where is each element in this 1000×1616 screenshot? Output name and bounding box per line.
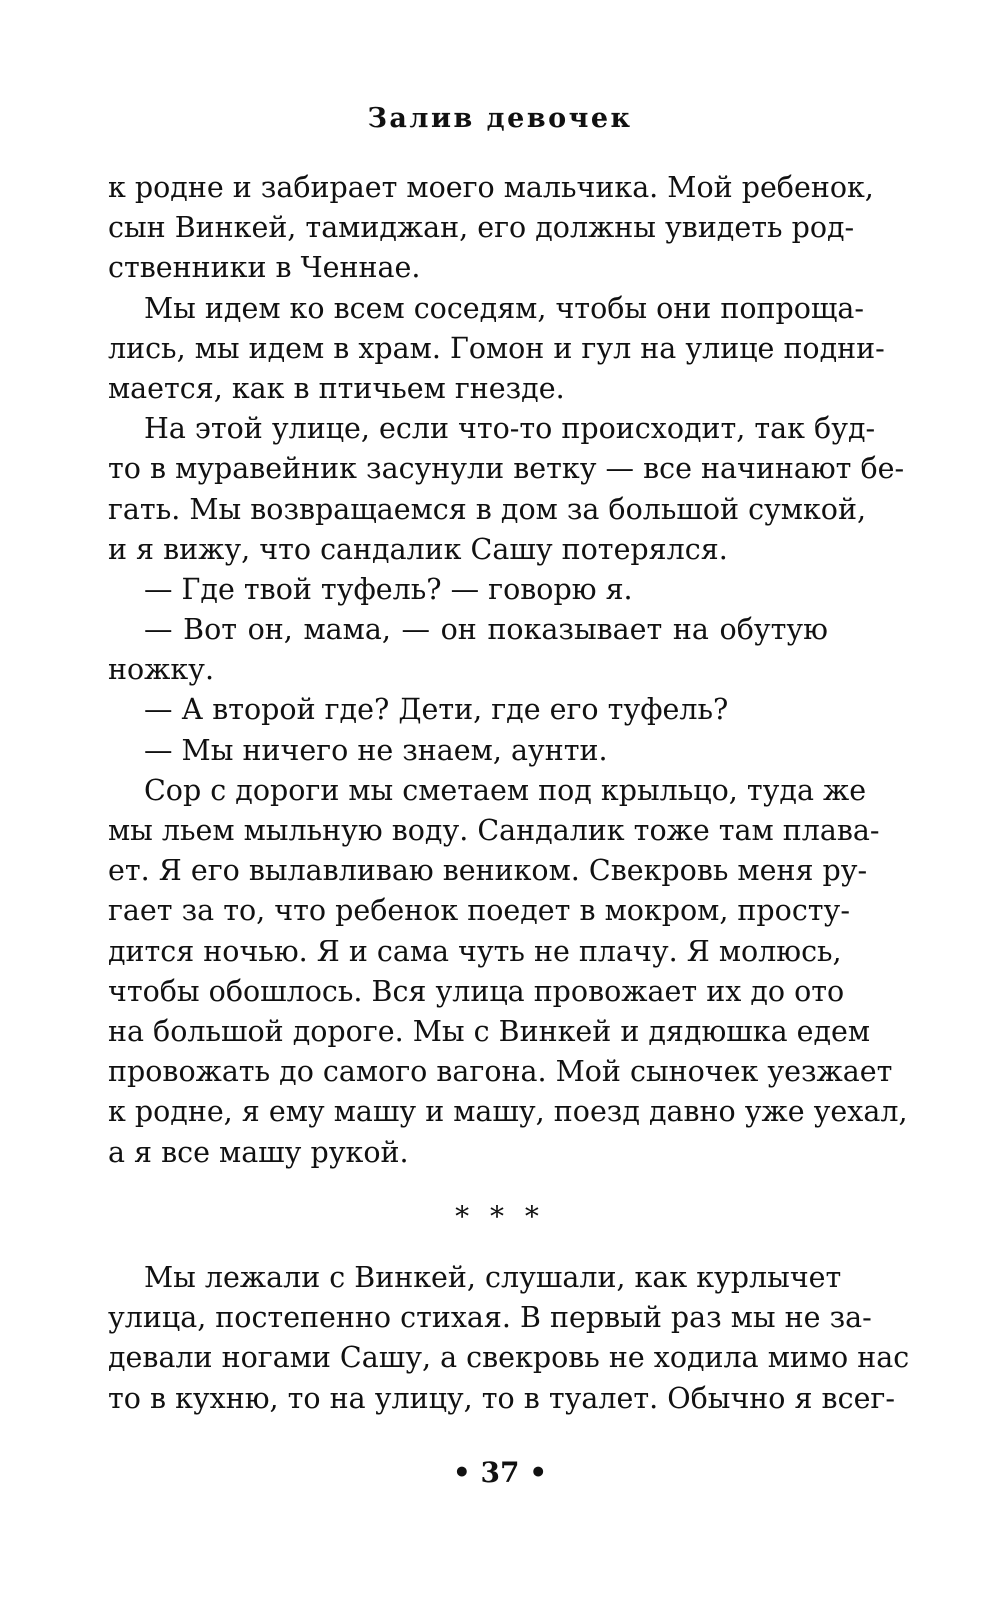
text-line: то в кухню, то на улицу, то в туалет. Обычно я всег- <box>108 1381 895 1415</box>
text-line: Мы идем ко всем соседям, чтобы они попроща- <box>144 291 865 325</box>
text-line: мы льем мыльную воду. Сандалик тоже там плава- <box>108 814 880 847</box>
text-line: Сор с дороги мы сметаем под крыльцо, туда же <box>144 773 867 807</box>
text-line: и я вижу, что сандалик Сашу потерялся. <box>108 532 728 566</box>
running-head: Залив девочек <box>367 103 633 134</box>
text-line: — Вот он, мама, — он показывает на обутую <box>144 613 828 647</box>
page-number: • 37 • <box>452 1456 548 1489</box>
text-line: дится ночью. Я и сама чуть не плачу. Я молюсь, <box>108 934 842 968</box>
text-line: девали ногами Сашу, а свекровь не ходила мимо нас <box>108 1341 910 1375</box>
text-line: то в муравейник засунули ветку — все начинают бе- <box>108 452 905 486</box>
text-line: улица, постепенно стихая. В первый раз мы не за- <box>108 1301 872 1335</box>
text-line: Мы лежали с Винкей, слушали, как курлычет <box>144 1261 842 1294</box>
text-line: лись, мы идем в храм. Гомон и гул на улице подни- <box>108 331 885 365</box>
text-block-1 <box>108 168 908 1173</box>
text-line: провожать до самого вагона. Мой сыночек уезжает <box>108 1055 893 1089</box>
text-line: — Мы ничего не знаем, аунти. <box>144 733 608 767</box>
text-line: ственники в Ченнае. <box>108 251 421 285</box>
text-line: а я все машу рукой. <box>108 1135 409 1169</box>
text-line: чтобы обошлось. Вся улица провожает их до ото <box>108 974 845 1008</box>
section-break: * * * <box>455 1200 545 1233</box>
text-line: ножку. <box>108 653 215 687</box>
text-line: На этой улице, если что-то происходит, так буд- <box>144 412 876 446</box>
text-line: мается, как в птичьем гнезде. <box>108 371 565 405</box>
text-line: на большой дороге. Мы с Винкей и дядюшка едем <box>108 1014 871 1048</box>
text-line: гает за то, что ребенок поедет в мокром, просту- <box>108 894 850 928</box>
text-line: — Где твой туфель? — говорю я. <box>144 572 633 606</box>
text-line: гать. Мы возвращаемся в дом за большой сумкой, <box>108 492 867 526</box>
text-line: — А второй где? Дети, где его туфель? <box>144 693 729 727</box>
text-line: сын Винкей, тамиджан, его должны увидеть род- <box>108 211 855 245</box>
text-line: ет. Я его вылавливаю веником. Свекровь меня ру- <box>108 854 868 888</box>
text-line: к родне, я ему машу и машу, поезд давно уже уехал, <box>108 1095 908 1129</box>
text-line: к родне и забирает моего мальчика. Мой ребенок, <box>108 171 874 204</box>
text-block-2 <box>108 1258 910 1419</box>
